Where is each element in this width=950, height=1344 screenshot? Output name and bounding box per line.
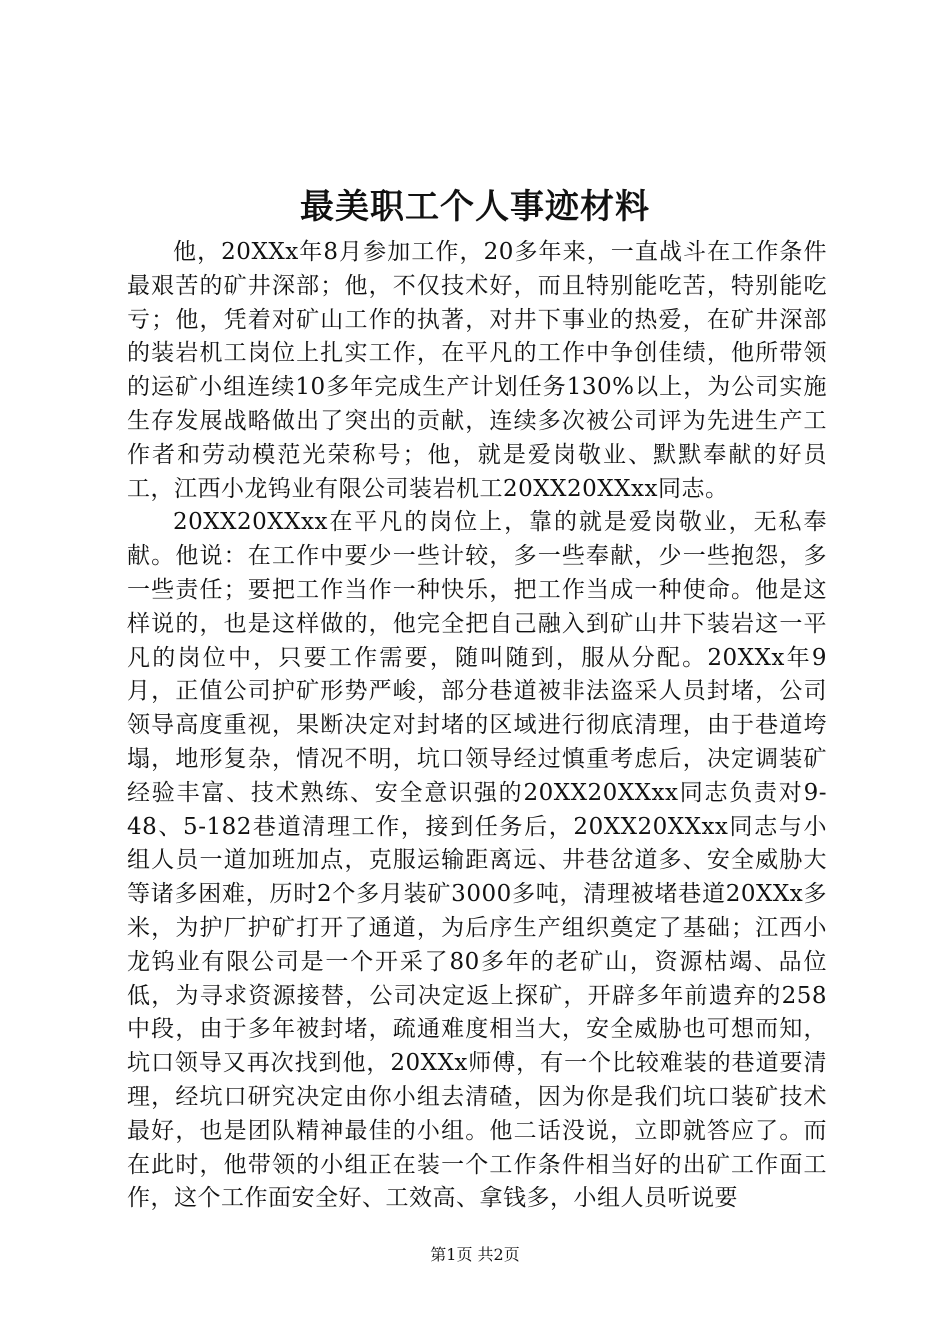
paragraph-2: 20XX20XXxx在平凡的岗位上，靠的就是爱岗敬业，无私奉献。他说：在工作中要少一些计较，多一些奉献，少一些抱怨，多一些责任；要把工作当作一种快乐，把工作当成一种使命。他是这样说的，也是这样做的，他完全把自己融入到矿山井下装岩这一平凡的岗位中，只要工作需要，随叫随到，服从分配。20XXx年9月，正值公司护矿形势严峻，部分巷道被非法盗采人员封堵，公司领导高度重视，果断决定对封堵的区域进行彻底清理，由于巷道垮塌，地形复杂，情况不明，坑口领导经过慎重考虑后，决定调装矿经验丰富、技术熟练、安全意识强的20XX20XXxx同志负责对9-48、5-182巷道清理工作，接到任务后，20XX20XXxx同志与小组人员一道加班加点，克服运输距离远、井巷岔道多、安全威胁大等诸多困难，历时2个多月装矿3000多吨，清理被堵巷道20XXx多米，为护厂护矿打开了通道，为后序生产组织奠定了基础；江西小龙钨业有限公司是一个开采了80多年的老矿山，资源枯竭、品位低，为寻求资源接替，公司决定返上探矿，开辟多年前遗弃的258中段，由于多年被封堵，疏通难度相当大，安全威胁也可想而知，坑口领导又再次找到他，20XXx师傅，有一个比较难装的巷道要清理，经坑口研究决定由你小组去清碴，因为你是我们坑口装矿技术最好，也是团队精神最佳的小组。他二话没说，立即就答应了。而在此时，他带领的小组正在装一个工作条件相当好的出矿工作面工作，这个工作面安全好、工效高、拿钱多，小组人员听说要 [127,509,827,1212]
document-title: 最美职工个人事迹材料 [300,187,650,227]
document-body [127,236,827,1216]
paragraph-1: 他，20XXx年8月参加工作，20多年来，一直战斗在工作条件最艰苦的矿井深部；他，不仅技术好，而且特别能吃苦，特别能吃亏；他，凭着对矿山工作的执著，对井下事业的热爱，在矿井深部的装岩机工岗位上扎实工作，在平凡的工作中争创佳绩，他所带领的运矿小组连续10多年完成生产计划任务130%以上，为公司实施生存发展战略做出了突出的贡献，连续多次被公司评为先进生产工作者和劳动模范光荣称号；他，就是爱岗敬业、默默奉献的好员工，江西小龙钨业有限公司装岩机工20XX20XXxx同志。 [127,239,827,502]
page-footer: 第1页 共2页 [430,1245,520,1264]
